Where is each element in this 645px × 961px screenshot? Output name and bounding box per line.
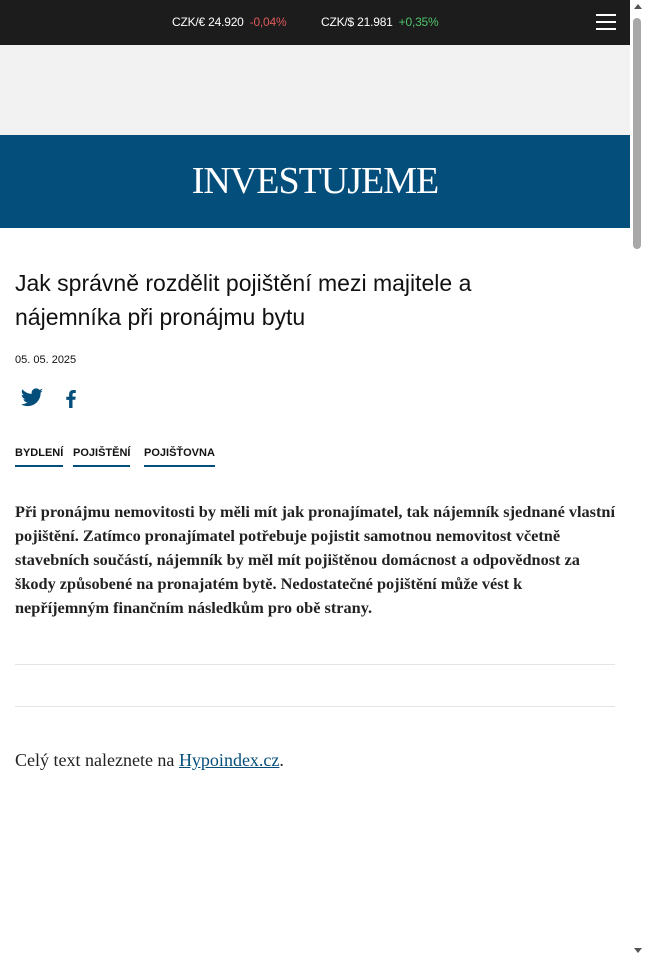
full-text-note — [15, 747, 615, 773]
facebook-icon[interactable] — [59, 386, 83, 410]
menu-line — [596, 28, 616, 30]
ticker-usd-rate: CZK/$ 21.981 — [321, 15, 393, 29]
hypoindex-link[interactable]: Hypoindex.cz — [178, 750, 280, 770]
article-lead: Při pronájmu nemovitosti by měli mít jak pronajímatel, tak nájemník sjednané vlastní pojištění. Zatímco pronajímatel potřebuje pojistit samotnou nemovitost včetně stavebních součástí, nájemník by měl mít pojištěnou domácnost a odpovědnost za škody způsobené na pronajatém bytě. Nedostatečné pojištění může vést k nepříjemným finančním následkům pro obě strany. — [15, 502, 616, 617]
ticker-usd-change: +0,35% — [398, 15, 439, 29]
ticker-usd[interactable] — [321, 15, 439, 29]
currency-ticker-bar — [0, 0, 630, 45]
ticker-eur[interactable] — [172, 15, 286, 29]
ticker-eur-change: -0,04% — [249, 15, 287, 29]
menu-line — [596, 21, 616, 23]
scroll-up-arrow-icon[interactable] — [634, 4, 642, 9]
hamburger-menu-icon[interactable] — [596, 13, 618, 31]
tag-pojistovna[interactable]: POJIŠŤOVNA — [144, 447, 215, 467]
tag-bydleni[interactable]: BYDLENÍ — [15, 447, 63, 467]
menu-line — [596, 14, 616, 16]
scrollbar-thumb[interactable] — [633, 18, 641, 249]
twitter-icon[interactable] — [20, 386, 44, 410]
article-title: Jak správně rozdělit pojištění mezi majitele a nájemníka při pronájmu bytu — [15, 270, 472, 330]
ticker-eur-rate: CZK/€ 24.920 — [172, 15, 244, 29]
scrollbar[interactable] — [630, 0, 645, 961]
tag-pojisteni[interactable]: POJIŠTĚNÍ — [73, 447, 130, 467]
article-date: 05. 05. 2025 — [15, 354, 77, 366]
divider — [15, 706, 615, 707]
scroll-down-arrow-icon[interactable] — [634, 948, 642, 953]
site-logo[interactable]: INVESTUJEME — [191, 160, 439, 202]
brand-header — [0, 135, 630, 228]
ad-slot — [0, 45, 630, 135]
divider — [15, 664, 615, 665]
full-text-prefix: Celý text naleznete na — [15, 750, 179, 770]
full-text-suffix: . — [279, 750, 284, 770]
